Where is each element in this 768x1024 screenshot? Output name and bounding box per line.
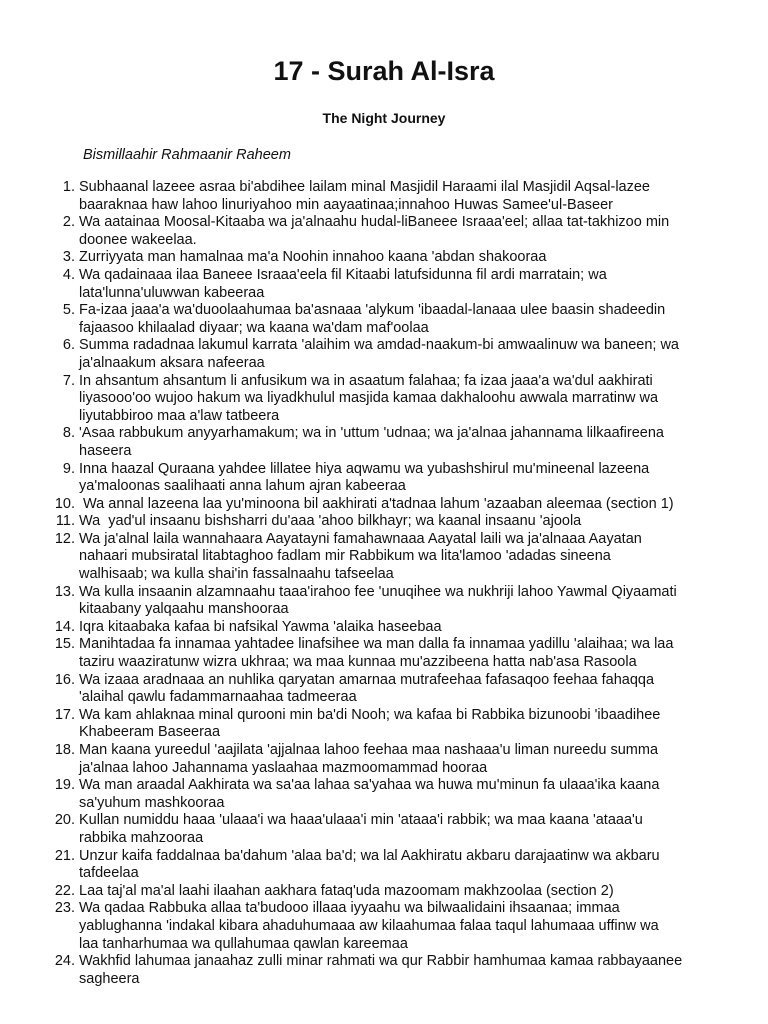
verse-number: 19. — [54, 777, 75, 794]
verse-text — [79, 636, 728, 671]
verse-number: 9. — [62, 460, 75, 477]
verse-item — [48, 496, 728, 514]
verse-number: 23. — [54, 900, 75, 917]
verse-line: liyasooo'oo wujoo hakum wa liyadkhulul masjida kamaa dakhaloohu awwala marratinw wa — [79, 390, 659, 407]
verse-item — [48, 373, 728, 426]
verse-line: Iqra kitaabaka kafaa bi nafsikal Yawma 'alaika haseebaa — [79, 618, 442, 635]
verse-item — [48, 584, 728, 619]
verse-number: 16. — [54, 671, 75, 688]
verse-item — [48, 461, 728, 496]
verse-number: 12. — [54, 530, 75, 547]
verse-number: 2. — [62, 214, 75, 231]
verse-line: Fa-izaa jaaa'a wa'duoolaahumaa ba'asnaaa 'alykum 'ibaadal-lanaaa ulee baasin shadeedin — [79, 302, 666, 319]
verse-text — [79, 513, 728, 531]
verse-line: ya'maloonas saalihaati anna lahum ajran kabeeraa — [79, 478, 406, 495]
verse-line: taziru waaziratunw wizra ukhraa; wa maa kunnaa mu'azzibeena hatta nab'asa Rasoola — [79, 654, 637, 671]
verse-number: 22. — [54, 882, 75, 899]
verse-text — [79, 848, 728, 883]
verse-line: Summa radadnaa lakumul karrata 'alaihim wa amdad-naakum-bi amwaalinuw wa baneen; wa — [79, 337, 679, 354]
verse-number: 18. — [54, 742, 75, 758]
verse-number: 20. — [54, 812, 75, 829]
verse-line: Wa yad'ul insaanu bishsharri du'aaa 'ahoo bilkhayr; wa kaanal insaanu 'ajoola — [79, 513, 582, 530]
verse-line: 'Asaa rabbukum anyyarhamakum; wa in 'uttum 'udnaa; wa ja'alnaa jahannama lilkaafireena — [79, 425, 664, 442]
verse-line: Wa qadainaaa ilaa Baneee Israaa'eela fil Kitaabi latufsidunna fil ardi marratain; wa — [79, 266, 607, 283]
verse-item — [48, 953, 728, 988]
page-title: 17 - Surah Al-Isra — [273, 56, 495, 86]
verse-item — [48, 777, 728, 812]
verse-line: tafdeelaa — [79, 865, 139, 882]
verse-item — [48, 883, 728, 901]
verse-line: rabbika mahzooraa — [79, 829, 204, 846]
verse-text — [79, 883, 728, 901]
verse-text — [79, 267, 728, 302]
verse-line: fajaasoo khilaalad diyaar; wa kaana wa'dam maf'oolaa — [79, 319, 429, 336]
verse-line: Unzur kaifa faddalnaa ba'dahum 'alaa ba'd; wa lal Aakhiratu akbaru darajaatinw wa akbaru — [79, 847, 660, 864]
verse-line: Kullan numiddu haaa 'ulaaa'i wa haaa'ulaaa'i min 'ataaa'i rabbik; wa maa kaana 'ataaa'u — [79, 812, 643, 829]
verse-line: Subhaanal lazeee asraa bi'abdihee lailam minal Masjidil Haraami ilal Masjidil Aqsal-lazee — [79, 179, 650, 195]
verse-item — [48, 531, 728, 584]
verse-text — [79, 812, 728, 847]
verse-line: 'alaihal qawlu fadammarnaahaa tadmeeraa — [79, 689, 357, 706]
verse-number: 4. — [62, 266, 75, 283]
verse-number: 5. — [62, 302, 75, 319]
verse-line: Laa taj'al ma'al laahi ilaahan aakhara fataq'uda mazoomam makhzoolaa (section 2) — [79, 882, 614, 899]
verse-number: 15. — [54, 636, 75, 653]
verse-line: ja'alnaakum aksara nafeeraa — [79, 354, 265, 371]
verse-text — [79, 461, 728, 496]
verse-text — [79, 742, 728, 777]
verse-text — [79, 249, 728, 267]
verse-item — [48, 267, 728, 302]
verse-line: Wa annal lazeena laa yu'minoona bil aakhirati a'tadnaa lahum 'azaaban aleemaa (section 1) — [79, 495, 674, 512]
verse-line: laa tanharhumaa wa qullahumaa qawlan kareemaa — [79, 935, 408, 952]
verse-text — [79, 179, 728, 214]
verse-item — [48, 742, 728, 777]
verse-number: 8. — [62, 425, 75, 442]
verse-line: kitaabany yalqaahu manshooraa — [79, 601, 289, 618]
verse-text — [79, 373, 728, 426]
verse-text — [79, 900, 728, 953]
verse-item — [48, 707, 728, 742]
verse-number: 24. — [54, 953, 75, 970]
verse-line: Man kaana yureedul 'aajilata 'ajjalnaa lahoo feehaa maa nashaaa'u liman nureedu summa — [79, 742, 659, 758]
verse-item — [48, 900, 728, 953]
verse-text — [79, 707, 728, 742]
verse-number: 10. — [54, 495, 75, 512]
verse-number: 7. — [62, 372, 75, 389]
verse-number: 3. — [62, 249, 75, 266]
verse-line: nahaari mubsiratal litabtaghoo fadlam mir Rabbikum wa lita'lamoo 'adadas sineena — [79, 548, 611, 565]
verse-line: Inna haazal Quraana yahdee lillatee hiya aqwamu wa yubashshirul mu'mineenal lazeena — [79, 460, 650, 477]
verse-text — [79, 584, 728, 619]
verse-number: 1. — [62, 179, 75, 195]
verse-number: 21. — [54, 847, 75, 864]
verse-line: Wa qadaa Rabbuka allaa ta'budooo illaaa iyyaahu wa bilwaalidaini ihsaanaa; immaa — [79, 900, 620, 917]
verse-line: doonee wakeelaa. — [79, 231, 197, 248]
verse-item — [48, 812, 728, 847]
verse-line: Wa aatainaa Moosal-Kitaaba wa ja'alnaahu hudal-liBaneee Israaa'eel; allaa tat-takhizoo min — [79, 214, 670, 231]
verse-text — [79, 777, 728, 812]
verse-line: Zurriyyata man hamalnaa ma'a Noohin innahoo kaana 'abdan shakooraa — [79, 249, 547, 266]
verse-line: ja'alnaa lahoo Jahannama yaslaahaa mazmoomammad hooraa — [79, 759, 488, 776]
verse-line: Wa kam ahlaknaa minal qurooni min ba'di Nooh; wa kafaa bi Rabbika bizunoobi 'ibaadihee — [79, 706, 661, 723]
verse-line: yablughanna 'indakal kibara ahaduhumaaa aw kilaahumaa falaa taqul lahumaaa uffinw wa — [79, 917, 659, 934]
verse-item — [48, 672, 728, 707]
verse-item — [48, 302, 728, 337]
verse-line: sa'yuhum mashkooraa — [79, 794, 225, 811]
verse-number: 11. — [55, 513, 75, 530]
verse-line: Khabeeram Baseeraa — [79, 724, 221, 741]
verse-item — [48, 425, 728, 460]
verse-line: Wa kulla insaanin alzamnaahu taaa'irahoo fee 'unuqihee wa nukhriji lahoo Yawmal Qiyaamati — [79, 583, 677, 600]
verse-text — [79, 214, 728, 249]
verse-item — [48, 214, 728, 249]
verse-number: 13. — [54, 583, 75, 600]
verse-line: liyutabbiroo maa a'law tatbeera — [79, 407, 280, 424]
verse-line: Wa ja'alnal laila wannahaara Aayatayni famahawnaaa Aayatal laili wa ja'alnaaa Aayatan — [79, 530, 642, 547]
bismillah-line: Bismillaahir Rahmaanir Raheem — [83, 147, 291, 163]
verse-line: Wa man araadal Aakhirata wa sa'aa lahaa sa'yahaa wa huwa mu'minun fa ulaaa'ika kaana — [79, 777, 660, 794]
verse-number: 6. — [62, 337, 75, 354]
verse-line: Wakhfid lahumaa janaahaz zulli minar rahmati wa qur Rabbir hamhumaa kamaa rabbayaanee — [79, 953, 683, 970]
verse-line: baaraknaa haw lahoo linuriyahoo min aayaatinaa;innahoo Huwas Samee'ul-Baseer — [79, 196, 613, 213]
verse-line: haseera — [79, 442, 132, 459]
verse-text — [79, 619, 728, 637]
verse-line: Manihtadaa fa innamaa yahtadee linafsihee wa man dalla fa innamaa yadillu 'alaihaa; wa laa — [79, 636, 674, 653]
verse-text — [79, 425, 728, 460]
verse-item — [48, 848, 728, 883]
verse-line: lata'lunna'uluwwan kabeeraa — [79, 284, 265, 301]
page-subtitle: The Night Journey — [322, 110, 446, 126]
verse-line: Wa izaaa aradnaaa an nuhlika qaryatan amarnaa mutrafeehaa fafasaqoo feehaa fahaqqa — [79, 671, 655, 688]
verse-number: 14. — [54, 618, 75, 635]
verse-item — [48, 619, 728, 637]
verse-line: walhisaab; wa kulla shai'in fassalnaahu tafseelaa — [79, 566, 394, 583]
verse-item — [48, 179, 728, 214]
verse-text — [79, 531, 728, 584]
verse-text — [79, 337, 728, 372]
verse-text — [79, 672, 728, 707]
verse-text — [79, 302, 728, 337]
verse-item — [48, 249, 728, 267]
verse-text — [79, 496, 728, 514]
verse-line: In ahsantum ahsantum li anfusikum wa in asaatum falahaa; fa izaa jaaa'a wa'dul aakhirati — [79, 372, 653, 389]
verse-item — [48, 513, 728, 531]
verse-text — [79, 953, 728, 988]
verse-number: 17. — [54, 706, 75, 723]
verse-list — [48, 179, 728, 988]
verse-line: sagheera — [79, 970, 140, 987]
verse-item — [48, 636, 728, 671]
verse-item — [48, 337, 728, 372]
